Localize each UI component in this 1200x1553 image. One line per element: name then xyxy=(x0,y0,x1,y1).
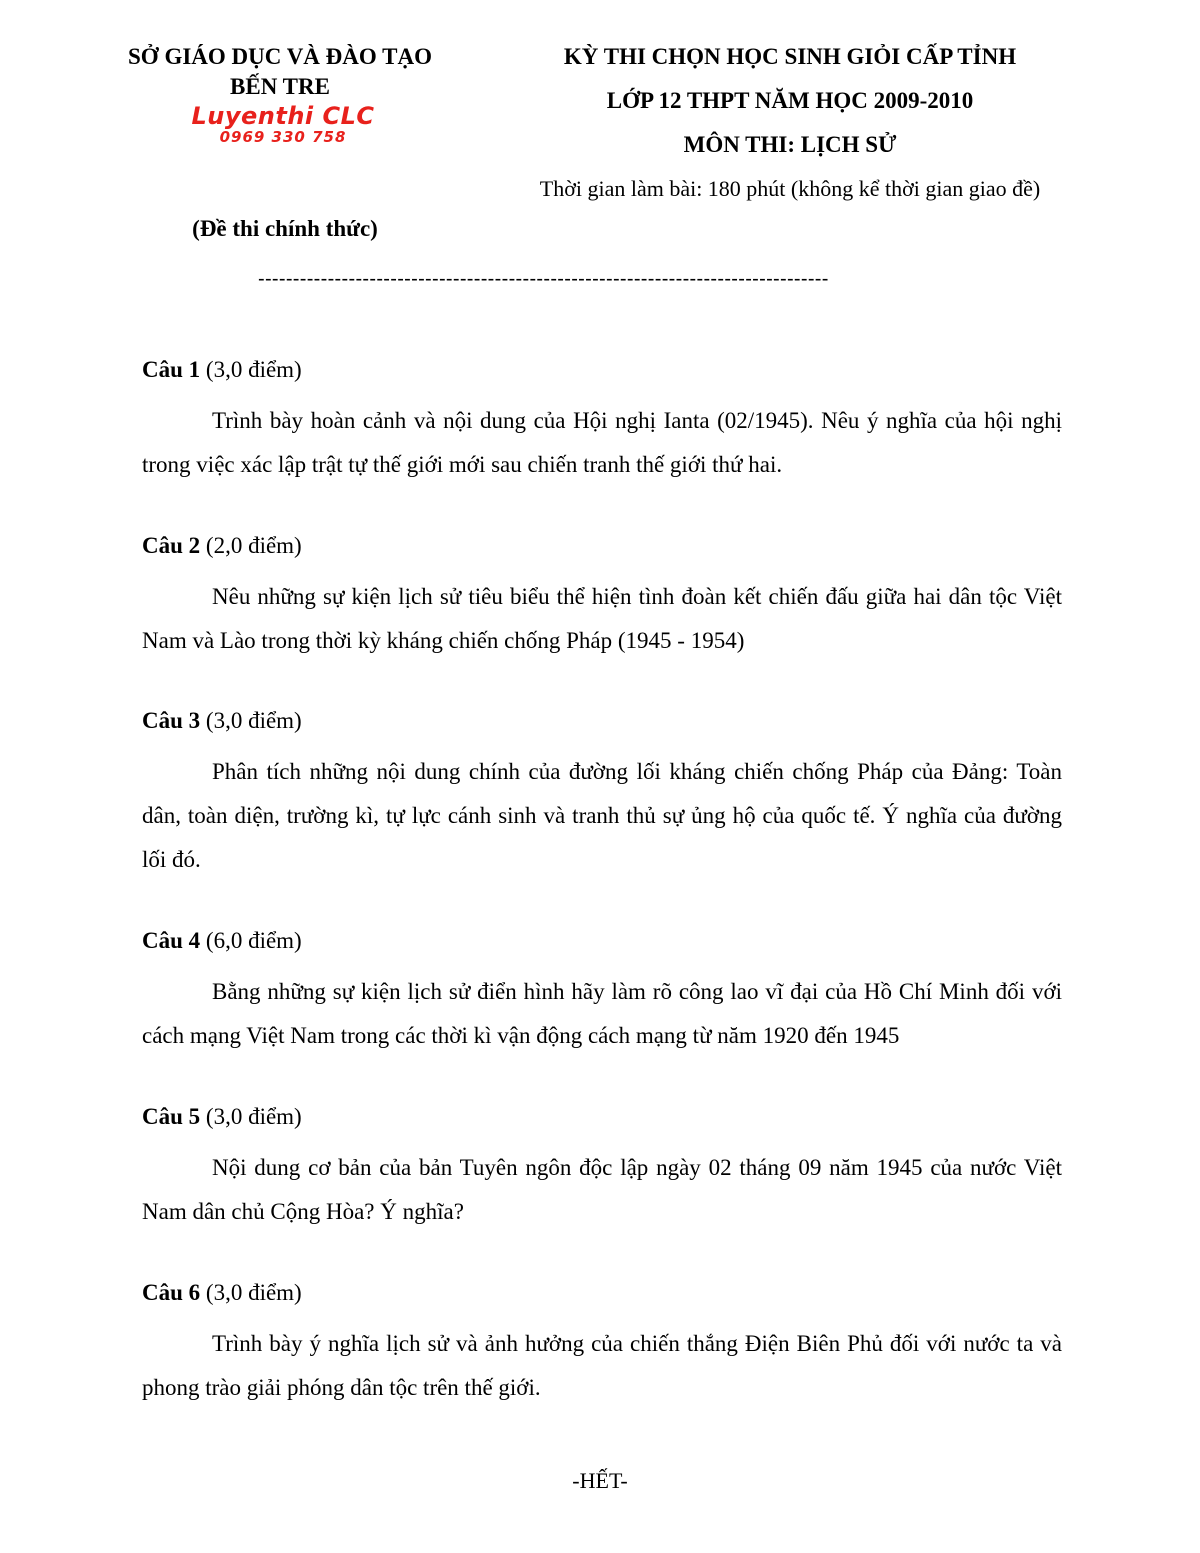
question-points: (3,0 điểm) xyxy=(205,708,302,733)
question-text: Bằng những sự kiện lịch sử điển hình hãy làm rõ công lao vĩ đại của Hồ Chí Minh đối với cách mạng Việt Nam trong các thời kì vận động cách mạng từ năm 1920 đến 1945 xyxy=(142,979,1062,1048)
question-label: Câu 1 xyxy=(142,357,201,382)
watermark-phone: 0969 330 758 xyxy=(219,128,347,146)
question-6 xyxy=(142,1278,1062,1410)
question-points: (3,0 điểm) xyxy=(205,1104,302,1129)
question-heading xyxy=(142,1102,1062,1132)
question-text: Phân tích những nội dung chính của đường lối kháng chiến chống Pháp của Đảng: Toàn dân, toàn diện, trường kì, tự lực cánh sinh và tranh thủ sự ủng hộ của quốc tế. Ý nghĩa của đường lối đó. xyxy=(142,759,1062,872)
question-points: (6,0 điểm) xyxy=(205,928,302,953)
exam-duration: Thời gian làm bài: 180 phút (không kể thời gian giao đề) xyxy=(539,176,1041,201)
header-divider: ---------------------------------------------------------------------------------- xyxy=(258,268,829,290)
question-label: Câu 6 xyxy=(142,1280,201,1305)
question-heading xyxy=(142,355,1062,385)
question-points: (2,0 điểm) xyxy=(205,533,302,558)
question-label: Câu 2 xyxy=(142,533,201,558)
question-text: Trình bày hoàn cảnh và nội dung của Hội nghị Ianta (02/1945). Nêu ý nghĩa của hội nghị trong việc xác lập trật tự thế giới mới sau chiến tranh thế giới thứ hai. xyxy=(142,408,1062,477)
end-mark: -HẾT- xyxy=(572,1468,628,1493)
question-label: Câu 3 xyxy=(142,708,201,733)
subject-title: MÔN THI: LỊCH SỬ xyxy=(683,132,897,157)
question-text: Trình bày ý nghĩa lịch sử và ảnh hưởng của chiến thắng Điện Biên Phủ đối với nước ta và phong trào giải phóng dân tộc trên thế giới. xyxy=(142,1331,1062,1400)
question-3 xyxy=(142,706,1062,882)
question-text: Nêu những sự kiện lịch sử tiêu biểu thể hiện tình đoàn kết chiến đấu giữa hai dân tộc Việt Nam và Lào trong thời kỳ kháng chiến chống Pháp (1945 - 1954) xyxy=(142,584,1062,653)
issuing-authority xyxy=(90,42,470,102)
question-points: (3,0 điểm) xyxy=(205,1280,302,1305)
question-text: Nội dung cơ bản của bản Tuyên ngôn độc lập ngày 02 tháng 09 năm 1945 của nước Việt Nam dân chủ Cộng Hòa? Ý nghĩa? xyxy=(142,1155,1062,1224)
question-heading xyxy=(142,531,1062,561)
question-5 xyxy=(142,1102,1062,1234)
watermark-logo xyxy=(168,104,398,145)
question-heading xyxy=(142,1278,1062,1308)
question-label: Câu 5 xyxy=(142,1104,201,1129)
province-name: BẾN TRE xyxy=(230,74,330,99)
watermark-name: Luyenthi CLC xyxy=(191,102,375,130)
grade-year: LỚP 12 THPT NĂM HỌC 2009-2010 xyxy=(606,88,974,113)
question-label: Câu 4 xyxy=(142,928,201,953)
question-points: (3,0 điểm) xyxy=(205,357,302,382)
department-name: SỞ GIÁO DỤC VÀ ĐÀO TẠO xyxy=(128,44,432,69)
exam-title: KỲ THI CHỌN HỌC SINH GIỎI CẤP TỈNH xyxy=(563,44,1017,69)
exam-heading xyxy=(490,38,1090,170)
question-2 xyxy=(142,531,1062,663)
question-4 xyxy=(142,926,1062,1058)
official-label: (Đề thi chính thức) xyxy=(192,216,378,241)
question-heading xyxy=(142,926,1062,956)
question-1 xyxy=(142,355,1062,487)
question-heading xyxy=(142,706,1062,736)
